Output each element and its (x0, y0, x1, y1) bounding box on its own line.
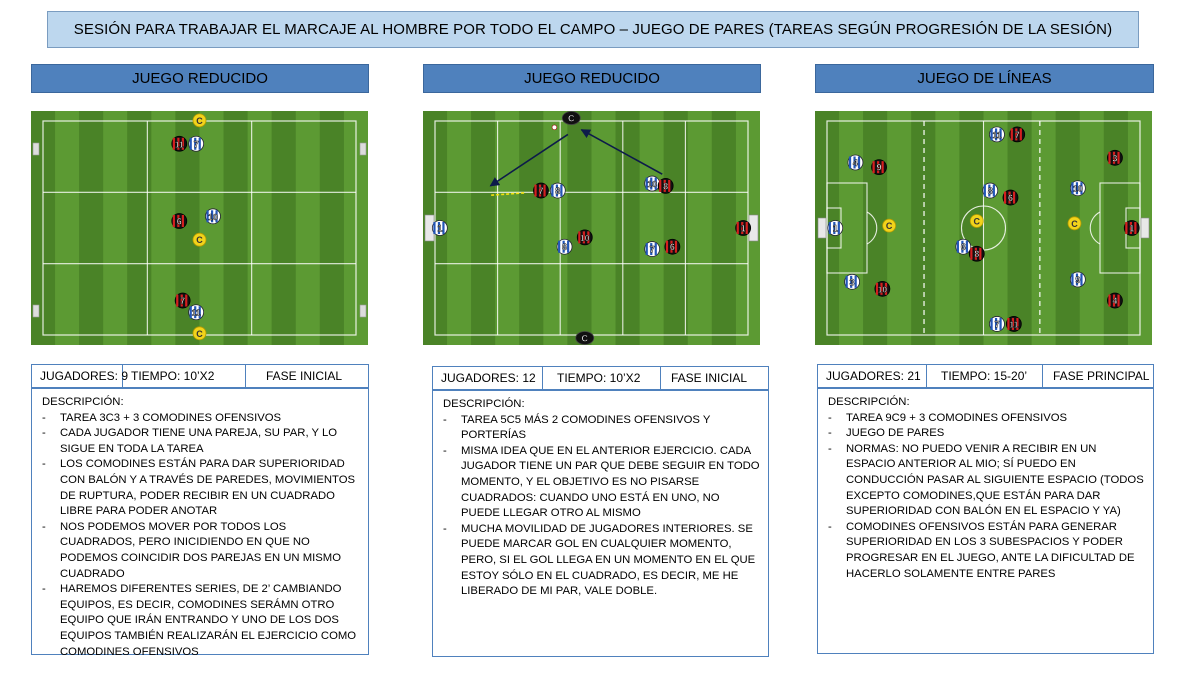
player-number: 7 (180, 296, 186, 307)
player-number: 10 (580, 232, 590, 243)
description-item: - LOS COMODINES ESTÁN PARA DAR SUPERIORIDAD CON BALÓN Y A TRAVÉS DE PAREDES, MOVIMIENTOS DE RUPTURA, PODER RECIBIR EN UN CUADRADO LIBRE PARA PODER ANOTAR (42, 457, 360, 519)
players-count: JUGADORES: 9 (32, 365, 123, 387)
drill-field-2 (423, 111, 760, 345)
description-item: - HAREMOS DIFERENTES SERIES, DE 2’ CAMBIANDO EQUIPOS, ES DECIR, COMODINES SERÁMN OTRO EQUIPO QUE IRÁN ENTRANDO Y UNO DE LOS DOS EQUIPOS TAMBIÉN REALIZARÁN EL EJERCICIO COMO COMODINES OFENSIVOS (42, 582, 360, 660)
player-token (875, 281, 890, 296)
player-number: 3 (849, 277, 855, 288)
player-number: 8 (987, 186, 993, 197)
column-header-1: JUEGO REDUCIDO (31, 64, 369, 93)
player-number: 6 (176, 216, 182, 227)
player-token (658, 178, 673, 193)
player-token (432, 221, 447, 236)
player-number: 4 (852, 157, 858, 168)
player-token (557, 239, 572, 254)
player-number: 7 (994, 319, 1000, 330)
player-token (189, 305, 204, 320)
player-number: C (973, 216, 981, 227)
players-count: JUGADORES: 12 (433, 367, 543, 389)
time-label: TIEMPO: 10’X2 (543, 367, 661, 389)
description-item: - COMODINES OFENSIVOS ESTÁN PARA GENERAR SUPERIORIDAD EN LOS 3 SUBESPACIOS Y PODER PROGRESAR EN EL JUEGO, ANTE LA DIFICULTAD DE HACERLO SOLAMENTE ENTRE PARES (828, 520, 1145, 582)
player-token (1107, 293, 1122, 308)
player-token (189, 136, 204, 151)
player-number: C (1071, 218, 1078, 229)
phase-label: FASE PRINCIPAL (1053, 369, 1150, 383)
players-count: JUGADORES: 21 (818, 365, 927, 387)
info-bar-2 (432, 366, 769, 390)
player-token (1010, 127, 1025, 142)
description-box-2 (432, 390, 769, 657)
player-token (1070, 181, 1085, 196)
player-token (550, 183, 565, 198)
player-token (172, 136, 187, 151)
phase-label: FASE INICIAL (266, 369, 343, 383)
player-number: 9 (876, 162, 882, 173)
player-number: 6 (960, 242, 966, 253)
player-number: 8 (974, 249, 980, 260)
column-header-2: JUEGO REDUCIDO (423, 64, 761, 93)
player-number: 9 (1075, 274, 1081, 285)
player-token (828, 221, 843, 236)
description-box-1 (31, 388, 369, 658)
player-number: 10 (877, 284, 888, 295)
player-number: 11 (174, 139, 184, 150)
player-token (577, 230, 592, 245)
player-token (1124, 221, 1139, 236)
pitch (31, 111, 368, 345)
player-number: 8 (663, 181, 669, 192)
player-number: 7 (538, 186, 544, 197)
player-number: 11 (992, 129, 1002, 140)
description-list (828, 411, 1145, 583)
player-number: C (581, 333, 589, 344)
player-token (1070, 272, 1085, 287)
description-item: - JUEGO DE PARES (828, 426, 1145, 442)
player-number: C (885, 221, 893, 232)
player-token (193, 114, 206, 127)
player-number: 1 (437, 223, 443, 234)
player-number: 1 (740, 223, 746, 234)
player-token (645, 242, 660, 257)
player-number: 7 (193, 139, 199, 150)
player-token (172, 213, 187, 228)
player-token (175, 293, 190, 308)
player-token (1068, 217, 1081, 230)
description-title: DESCRIPCIÓN: (42, 396, 124, 408)
description-title: DESCRIPCIÓN: (443, 398, 525, 410)
player-number: 6 (1007, 193, 1013, 204)
player-token (562, 112, 580, 125)
player-token (872, 160, 887, 175)
pitch (423, 111, 760, 345)
pitch (815, 111, 1152, 345)
player-token (645, 176, 660, 191)
time-label: TIEMPO: 10’X2 (123, 365, 246, 387)
player-token (205, 209, 220, 224)
player-number: 1 (832, 223, 838, 234)
description-title: DESCRIPCIÓN: (828, 396, 910, 408)
player-token (193, 327, 206, 340)
drill-field-1 (31, 111, 368, 345)
player-token (983, 183, 998, 198)
player-token (848, 155, 863, 170)
description-item: - MISMA IDEA QUE EN EL ANTERIOR EJERCICIO. CADA JUGADOR TIENE UN PAR QUE DEBE SEGUIR EN TODO MOMENTO, Y EL OBJETIVO ES NO PISARSE CUADRADOS: CUANDO UNO ESTÁ EN UNO, NO PUEDE LLEGAR OTRO AL MISMO (443, 444, 760, 522)
description-item: - TAREA 5C5 MÁS 2 COMODINES OFENSIVOS Y PORTERÍAS (443, 413, 760, 444)
session-title: SESIÓN PARA TRABAJAR EL MARCAJE AL HOMBRE POR TODO EL CAMPO – JUEGO DE PARES (TAREAS SEGÚN PROGRESIÓN DE LA SESIÓN) (47, 11, 1139, 48)
description-item: - NORMAS: NO PUEDO VENIR A RECIBIR EN UN ESPACIO ANTERIOR AL MIO; SÍ PUEDO EN CONDUCCIÓN PASAR AL SIGUIENTE ESPACIO (TODOS EXCEPTO COMODINES,QUE ESTÁN PARA DAR SUPERIORIDAD CON BALÓN EN EL ESPACIO Y YA) (828, 442, 1145, 520)
player-number: 6 (669, 242, 675, 253)
player-number: C (196, 115, 203, 126)
info-bar-1 (31, 364, 369, 388)
player-number: 4 (1112, 296, 1118, 307)
description-item: - MUCHA MOVILIDAD DE JUGADORES INTERIORES. SE PUEDE MARCAR GOL EN CUALQUIER MOMENTO, PERO, SI EL GOL LLEGA EN UN MOMENTO EN EL QUE ESTOY SÓLO EN EL CUADRADO, ES DECIR, ME HE LIBERADO DE MI PAR, VALE DOBLE. (443, 522, 760, 600)
drill-field-3 (815, 111, 1152, 345)
column-header-3: JUEGO DE LÍNEAS (815, 64, 1154, 93)
player-token (736, 221, 751, 236)
player-number: 3 (1112, 153, 1118, 164)
description-list (42, 411, 360, 661)
player-number: 1 (1129, 223, 1135, 234)
player-number: 8 (555, 186, 561, 197)
player-number: 10 (208, 211, 218, 222)
player-token (883, 219, 896, 232)
player-number: 6 (562, 242, 568, 253)
player-token (665, 239, 680, 254)
player-number: C (196, 328, 203, 339)
player-number: 10 (647, 179, 657, 190)
description-item: - TAREA 9C9 + 3 COMODINES OFENSIVOS (828, 411, 1145, 427)
player-token (970, 214, 983, 227)
player-number: 7 (649, 244, 655, 255)
player-number: 7 (1014, 129, 1020, 140)
phase-label: FASE INICIAL (671, 371, 748, 385)
description-item: - CADA JUGADOR TIENE UNA PAREJA, SU PAR, Y LO SIGUE EN TODA LA TAREA (42, 426, 360, 457)
player-token (1107, 150, 1122, 165)
player-token (193, 233, 206, 246)
player-token (533, 183, 548, 198)
player-token (845, 274, 860, 289)
player-token (989, 316, 1004, 331)
player-token (989, 127, 1004, 142)
player-token (1006, 316, 1021, 331)
player-number: 10 (1073, 183, 1083, 194)
player-token (956, 239, 971, 254)
player-token (1003, 190, 1018, 205)
description-item: - TAREA 3C3 + 3 COMODINES OFENSIVOS (42, 411, 360, 427)
description-list (443, 413, 760, 600)
description-item: - NOS PODEMOS MOVER POR TODOS LOS CUADRADOS, PERO INICIDIENDO EN QUE NO PODEMOS COINCIDIR DOS PAREJAS EN UN MISMO CUADRADO (42, 520, 360, 582)
time-label: TIEMPO: 15-20’ (927, 365, 1043, 387)
player-number: 11 (191, 307, 201, 318)
player-number: 11 (1009, 319, 1019, 330)
description-box-3 (817, 388, 1154, 654)
player-number: C (196, 235, 203, 246)
player-number: C (568, 113, 575, 124)
info-bar-3 (817, 364, 1154, 388)
player-token (576, 331, 594, 344)
player-token (969, 246, 984, 261)
